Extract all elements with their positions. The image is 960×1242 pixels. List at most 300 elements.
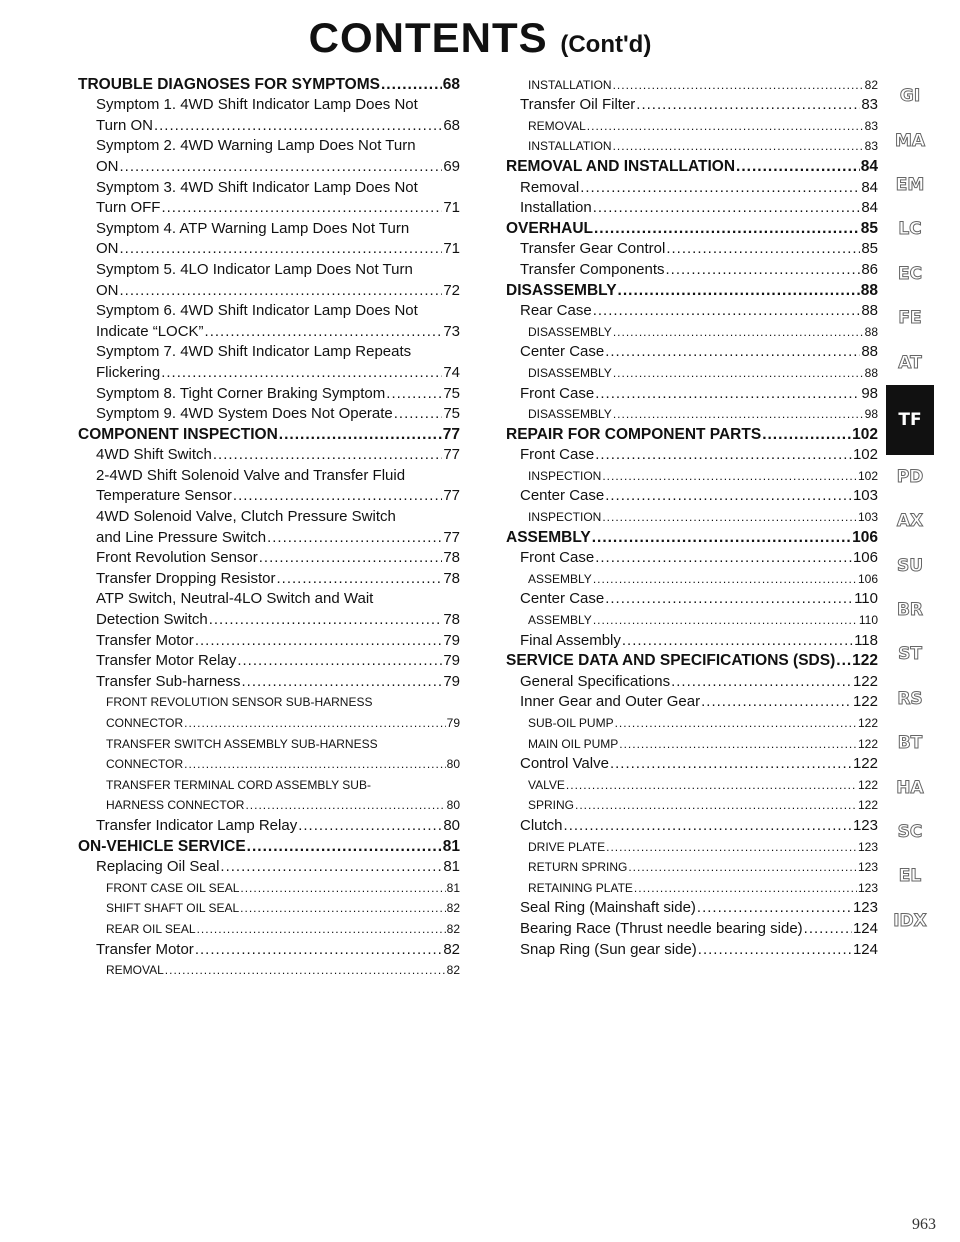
dot-leader bbox=[394, 404, 443, 424]
toc-entry-title: ON bbox=[96, 281, 119, 299]
dot-leader bbox=[165, 960, 446, 980]
toc-entry[interactable] bbox=[78, 877, 460, 898]
toc-entry-page: 110 bbox=[854, 590, 878, 608]
toc-entry-title: TRANSFER SWITCH ASSEMBLY SUB-HARNESS bbox=[106, 736, 378, 751]
dot-leader bbox=[634, 878, 857, 898]
toc-entry[interactable] bbox=[506, 918, 878, 939]
toc-entry-title: CONNECTOR bbox=[106, 716, 184, 730]
toc-entry[interactable] bbox=[78, 960, 460, 981]
toc-entry[interactable] bbox=[78, 795, 460, 816]
toc-entry[interactable] bbox=[78, 218, 460, 239]
toc-entry-page: 88 bbox=[861, 343, 878, 361]
toc-entry[interactable] bbox=[506, 527, 878, 548]
toc-entry-page: 84 bbox=[860, 157, 878, 175]
toc-entry[interactable] bbox=[506, 362, 878, 383]
toc-entry-page: 118 bbox=[854, 631, 878, 649]
toc-entry-page: 81 bbox=[446, 880, 460, 895]
dot-leader bbox=[237, 651, 442, 671]
section-tab-ec[interactable]: EC bbox=[897, 263, 923, 284]
toc-entry[interactable] bbox=[78, 651, 460, 672]
toc-entry-page: 84 bbox=[861, 178, 878, 196]
toc-entry[interactable] bbox=[78, 424, 460, 445]
toc-entry-page: 102 bbox=[852, 446, 878, 464]
dot-leader bbox=[613, 322, 864, 342]
toc-entry-title: Front Case bbox=[520, 384, 595, 402]
toc-entry[interactable] bbox=[78, 383, 460, 404]
toc-entry-title: Symptom 7. 4WD Shift Indicator Lamp Repeats bbox=[96, 343, 412, 361]
toc-entry[interactable] bbox=[506, 939, 878, 960]
toc-entry-title: 4WD Solenoid Valve, Clutch Pressure Switch bbox=[96, 508, 396, 526]
dot-leader bbox=[605, 342, 860, 362]
dot-leader bbox=[593, 301, 861, 321]
toc-entry[interactable] bbox=[506, 136, 878, 157]
toc-entry[interactable] bbox=[78, 733, 460, 754]
toc-entry-title: VALVE bbox=[528, 777, 565, 792]
toc-entry-page: 81 bbox=[443, 858, 460, 876]
toc-entry-title: Rear Case bbox=[520, 302, 592, 320]
section-tab-gi[interactable]: GI bbox=[899, 86, 921, 107]
toc-entry-page: 71 bbox=[443, 199, 460, 217]
dot-leader bbox=[233, 486, 442, 506]
section-tab-ha[interactable]: HA bbox=[896, 777, 924, 798]
toc-entry-title: ASSEMBLY bbox=[528, 613, 592, 628]
toc-entry-title: Symptom 5. 4LO Indicator Lamp Does Not Turn bbox=[96, 260, 413, 278]
toc-entry-page: 79 bbox=[446, 716, 460, 730]
toc-entry[interactable] bbox=[78, 815, 460, 836]
toc-entry[interactable] bbox=[506, 589, 878, 610]
toc-entry-title: FRONT CASE OIL SEAL bbox=[106, 880, 240, 895]
toc-entry-page: 98 bbox=[861, 384, 878, 402]
toc-entry-title: Transfer Motor bbox=[96, 631, 194, 649]
toc-entry-page: 83 bbox=[861, 96, 878, 114]
toc-entry-title: DISASSEMBLY bbox=[506, 281, 617, 299]
toc-entry-title: 4WD Shift Switch bbox=[96, 446, 212, 464]
toc-entry[interactable] bbox=[78, 156, 460, 177]
toc-entry-title: Inner Gear and Outer Gear bbox=[520, 693, 701, 711]
toc-entry[interactable] bbox=[78, 259, 460, 280]
dot-leader bbox=[213, 445, 442, 465]
dot-leader bbox=[595, 548, 852, 568]
toc-entry-title: Center Case bbox=[520, 590, 605, 608]
dot-leader bbox=[595, 445, 852, 465]
toc-entry-title: Symptom 9. 4WD System Does Not Operate bbox=[96, 405, 393, 423]
toc-entry-title: 2-4WD Shift Solenoid Valve and Transfer Fluid bbox=[96, 466, 406, 484]
dot-leader bbox=[606, 837, 857, 857]
toc-entry[interactable] bbox=[78, 939, 460, 960]
toc-entry-title: INSPECTION bbox=[528, 468, 602, 483]
toc-entry-title: and Line Pressure Switch bbox=[96, 528, 267, 546]
toc-entry-page: 81 bbox=[442, 837, 460, 855]
section-tab-rs[interactable]: RS bbox=[897, 688, 923, 709]
toc-entry[interactable] bbox=[78, 486, 460, 507]
toc-entry-page: 71 bbox=[443, 240, 460, 258]
dot-leader bbox=[804, 919, 852, 939]
dot-leader bbox=[697, 898, 852, 918]
toc-entry[interactable] bbox=[78, 774, 460, 795]
toc-entry-title: Removal bbox=[520, 178, 580, 196]
toc-entry[interactable] bbox=[506, 177, 878, 198]
toc-entry-title: Symptom 4. ATP Warning Lamp Does Not Turn bbox=[96, 219, 410, 237]
toc-entry-page: 88 bbox=[860, 281, 878, 299]
toc-entry-title: ASSEMBLY bbox=[506, 528, 591, 546]
dot-leader bbox=[762, 425, 851, 445]
dot-leader bbox=[277, 569, 443, 589]
toc-entry-title: SUB-OIL PUMP bbox=[528, 716, 614, 730]
toc-entry[interactable] bbox=[506, 74, 878, 95]
toc-entry[interactable] bbox=[78, 465, 460, 486]
title-subtitle: (Cont'd) bbox=[560, 31, 652, 58]
toc-entry[interactable] bbox=[506, 301, 878, 322]
toc-entry[interactable] bbox=[78, 177, 460, 198]
dot-leader bbox=[259, 548, 443, 568]
toc-entry-page: 122 bbox=[852, 652, 878, 670]
toc-entry-title: Transfer Indicator Lamp Relay bbox=[96, 816, 298, 834]
dot-leader bbox=[613, 136, 864, 156]
dot-leader bbox=[154, 116, 442, 136]
toc-entry-page: 80 bbox=[446, 798, 460, 813]
toc-entry-title: REPAIR FOR COMPONENT PARTS bbox=[506, 425, 762, 443]
dot-leader bbox=[161, 363, 442, 383]
toc-entry-title: ON bbox=[96, 240, 119, 258]
toc-entry[interactable] bbox=[78, 506, 460, 527]
toc-entry-title: Turn ON bbox=[96, 116, 153, 134]
dot-leader bbox=[602, 507, 857, 527]
toc-entry[interactable] bbox=[78, 198, 460, 219]
toc-entry-page: 122 bbox=[852, 672, 878, 690]
toc-entry-page: 83 bbox=[864, 118, 878, 133]
toc-entry-title: Front Case bbox=[520, 549, 595, 567]
dot-leader bbox=[209, 610, 443, 630]
section-tab-sc[interactable]: SC bbox=[897, 822, 923, 843]
toc-entry[interactable] bbox=[506, 383, 878, 404]
toc-entry[interactable] bbox=[78, 321, 460, 342]
toc-entry[interactable] bbox=[506, 671, 878, 692]
toc-entry-title: Control Valve bbox=[520, 755, 609, 773]
toc-entry-page: 123 bbox=[857, 860, 878, 875]
dot-leader bbox=[610, 754, 852, 774]
toc-entry[interactable] bbox=[506, 239, 878, 260]
toc-entry[interactable] bbox=[506, 754, 878, 775]
toc-entry-title: Turn OFF bbox=[96, 199, 161, 217]
toc-entry-title: Clutch bbox=[520, 816, 563, 834]
dot-leader bbox=[619, 734, 857, 754]
toc-entry[interactable] bbox=[506, 404, 878, 425]
section-tab-ax[interactable]: AX bbox=[896, 511, 924, 532]
toc-entry-page: 82 bbox=[443, 940, 460, 958]
dot-leader bbox=[605, 589, 853, 609]
toc-entry-page: 82 bbox=[446, 901, 460, 916]
toc-entry[interactable] bbox=[506, 424, 878, 445]
toc-entry-page: 74 bbox=[443, 363, 460, 381]
toc-entry-title: Bearing Race (Thrust needle bearing side) bbox=[520, 919, 803, 937]
dot-leader bbox=[613, 404, 864, 424]
toc-entry-page: 102 bbox=[857, 468, 878, 483]
toc-entry[interactable] bbox=[506, 651, 878, 672]
toc-entry-title: SERVICE DATA AND SPECIFICATIONS (SDS) bbox=[506, 652, 836, 670]
toc-entry-title: Snap Ring (Sun gear side) bbox=[520, 940, 697, 958]
toc-entry[interactable] bbox=[78, 609, 460, 630]
section-tab-ma[interactable]: MA bbox=[894, 130, 926, 151]
toc-entry-title: Front Case bbox=[520, 446, 595, 464]
toc-entry-page: 123 bbox=[852, 899, 878, 917]
toc-entry-page: 72 bbox=[443, 281, 460, 299]
dot-leader bbox=[593, 198, 861, 218]
toc-entry-title: Transfer Motor bbox=[96, 940, 194, 958]
toc-entry-title: SHIFT SHAFT OIL SEAL bbox=[106, 901, 240, 916]
toc-entry-title: TROUBLE DIAGNOSES FOR SYMPTOMS bbox=[78, 75, 380, 93]
toc-entry-title: MAIN OIL PUMP bbox=[528, 736, 619, 751]
dot-leader bbox=[120, 281, 443, 301]
section-tab-bt[interactable]: BT bbox=[897, 733, 923, 754]
toc-entry-title: CONNECTOR bbox=[106, 757, 184, 772]
title-text: CONTENTS bbox=[308, 14, 548, 61]
dot-leader bbox=[593, 610, 858, 630]
toc-entry-page: 82 bbox=[446, 921, 460, 936]
dot-leader bbox=[298, 816, 442, 836]
toc-entry[interactable] bbox=[78, 671, 460, 692]
dot-leader bbox=[195, 940, 443, 960]
dot-leader bbox=[605, 486, 852, 506]
dot-leader bbox=[836, 651, 851, 671]
toc-entry-page: 124 bbox=[852, 919, 878, 937]
toc-entry[interactable] bbox=[506, 815, 878, 836]
toc-entry-title: DISASSEMBLY bbox=[528, 407, 612, 422]
toc-entry[interactable] bbox=[506, 774, 878, 795]
toc-entry[interactable] bbox=[506, 692, 878, 713]
toc-entry[interactable] bbox=[506, 795, 878, 816]
toc-entry-page: 85 bbox=[860, 219, 878, 237]
toc-entry[interactable] bbox=[506, 630, 878, 651]
toc-entry[interactable] bbox=[78, 589, 460, 610]
toc-entry[interactable] bbox=[506, 321, 878, 342]
toc-entry-title: SPRING bbox=[528, 798, 575, 813]
dot-leader bbox=[564, 816, 852, 836]
toc-entry-page: 77 bbox=[443, 446, 460, 464]
toc-entry[interactable] bbox=[78, 280, 460, 301]
dot-leader bbox=[197, 919, 446, 939]
toc-entry-title: Front Revolution Sensor bbox=[96, 549, 258, 567]
toc-entry-page: 79 bbox=[443, 652, 460, 670]
dot-leader bbox=[613, 363, 864, 383]
dot-leader bbox=[184, 754, 446, 774]
dot-leader bbox=[594, 219, 860, 239]
toc-entry-title: TRANSFER TERMINAL CORD ASSEMBLY SUB- bbox=[106, 777, 371, 792]
toc-entry-title: INSTALLATION bbox=[528, 77, 612, 92]
dot-leader bbox=[593, 569, 857, 589]
toc-entry-title: COMPONENT INSPECTION bbox=[78, 425, 278, 443]
toc-entry-page: 106 bbox=[857, 571, 878, 586]
toc-entry-page: 122 bbox=[852, 693, 878, 711]
toc-entry-title: Final Assembly bbox=[520, 631, 621, 649]
toc-entry[interactable] bbox=[78, 74, 460, 95]
toc-entry[interactable] bbox=[78, 527, 460, 548]
dot-leader bbox=[161, 198, 442, 218]
toc-entry-title: HARNESS CONNECTOR bbox=[106, 798, 245, 813]
toc-entry-page: 84 bbox=[861, 199, 878, 217]
dot-leader bbox=[613, 75, 864, 95]
toc-entry-title: DRIVE PLATE bbox=[528, 839, 606, 854]
toc-entry[interactable] bbox=[506, 877, 878, 898]
toc-entry-page: 78 bbox=[443, 611, 460, 629]
toc-entry[interactable] bbox=[78, 115, 460, 136]
toc-entry[interactable] bbox=[78, 630, 460, 651]
toc-entry[interactable] bbox=[78, 568, 460, 589]
toc-entry-title: General Specifications bbox=[520, 672, 671, 690]
toc-entry-title: INSPECTION bbox=[528, 510, 602, 525]
toc-entry[interactable] bbox=[506, 218, 878, 239]
toc-entry-page: 122 bbox=[857, 777, 878, 792]
dot-leader bbox=[595, 384, 860, 404]
section-tab-em[interactable]: EM bbox=[895, 174, 925, 195]
toc-entry-page: 122 bbox=[857, 716, 878, 730]
toc-entry[interactable] bbox=[78, 918, 460, 939]
dot-leader bbox=[566, 775, 857, 795]
section-tab-br[interactable]: BR bbox=[896, 600, 924, 621]
section-tabs bbox=[886, 74, 934, 943]
toc-entry-title: DISASSEMBLY bbox=[528, 324, 612, 339]
toc-entry-page: 77 bbox=[443, 487, 460, 505]
toc-entry[interactable] bbox=[506, 259, 878, 280]
toc-entry-title: Indicate “LOCK” bbox=[96, 322, 204, 340]
toc-entry-title: Seal Ring (Mainshaft side) bbox=[520, 899, 696, 917]
toc-entry-page: 83 bbox=[864, 139, 878, 154]
dot-leader bbox=[195, 631, 443, 651]
dot-leader bbox=[381, 75, 442, 95]
toc-entry-title: ON-VEHICLE SERVICE bbox=[78, 837, 246, 855]
toc-entry-page: 106 bbox=[852, 549, 878, 567]
toc-entry[interactable] bbox=[506, 342, 878, 363]
toc-entry-page: 82 bbox=[864, 77, 878, 92]
toc-entry-title: FRONT REVOLUTION SENSOR SUB-HARNESS bbox=[106, 695, 373, 710]
toc-entry-page: 123 bbox=[857, 880, 878, 895]
toc-entry-page: 78 bbox=[443, 569, 460, 587]
toc-entry[interactable] bbox=[78, 692, 460, 713]
toc-entry[interactable] bbox=[78, 836, 460, 857]
toc-entry-title: RETAINING PLATE bbox=[528, 880, 633, 895]
toc-entry[interactable] bbox=[506, 465, 878, 486]
dot-leader bbox=[666, 260, 861, 280]
toc-entry[interactable] bbox=[78, 136, 460, 157]
dot-leader bbox=[666, 239, 860, 259]
toc-entry[interactable] bbox=[506, 898, 878, 919]
toc-entry-page: 122 bbox=[852, 755, 878, 773]
toc-entry-title: Detection Switch bbox=[96, 611, 208, 629]
toc-entry[interactable] bbox=[78, 362, 460, 383]
dot-leader bbox=[618, 281, 860, 301]
page-title bbox=[0, 14, 960, 69]
section-tab-tf[interactable]: TF bbox=[886, 385, 934, 455]
toc-entry[interactable] bbox=[78, 857, 460, 878]
toc-entry-title: Replacing Oil Seal bbox=[96, 858, 220, 876]
page-number: 963 bbox=[912, 1216, 936, 1233]
dot-leader bbox=[267, 528, 442, 548]
toc-entry-page: 73 bbox=[443, 322, 460, 340]
toc-entry[interactable] bbox=[78, 445, 460, 466]
dot-leader bbox=[247, 837, 442, 857]
toc-entry[interactable] bbox=[78, 754, 460, 775]
toc-entry-page: 106 bbox=[852, 528, 878, 546]
toc-entry-page: 88 bbox=[864, 324, 878, 339]
toc-entry-title: ON bbox=[96, 157, 119, 175]
toc-entry[interactable] bbox=[506, 280, 878, 301]
toc-entry-title: Symptom 2. 4WD Warning Lamp Does Not Turn bbox=[96, 137, 416, 155]
toc-entry[interactable] bbox=[78, 712, 460, 733]
toc-entry[interactable] bbox=[506, 733, 878, 754]
toc-entry[interactable] bbox=[506, 115, 878, 136]
toc-entry[interactable] bbox=[78, 898, 460, 919]
toc-entry[interactable] bbox=[506, 568, 878, 589]
toc-entry-page: 80 bbox=[443, 816, 460, 834]
toc-entry-page: 124 bbox=[852, 940, 878, 958]
section-tab-at[interactable]: AT bbox=[898, 352, 922, 373]
toc-entry[interactable] bbox=[506, 198, 878, 219]
toc-entry-page: 77 bbox=[443, 528, 460, 546]
toc-entry-page: 102 bbox=[852, 425, 878, 443]
toc-entry-title: Transfer Oil Filter bbox=[520, 96, 636, 114]
toc-entry-title: Transfer Gear Control bbox=[520, 240, 666, 258]
toc-entry[interactable] bbox=[78, 239, 460, 260]
section-tab-idx[interactable]: IDX bbox=[893, 910, 927, 931]
toc-entry[interactable] bbox=[78, 342, 460, 363]
section-tab-st[interactable]: ST bbox=[898, 644, 922, 665]
toc-entry[interactable] bbox=[506, 857, 878, 878]
toc-entry-page: 77 bbox=[442, 425, 460, 443]
toc-entry-title: REMOVAL bbox=[528, 118, 586, 133]
toc-entry-page: 78 bbox=[443, 549, 460, 567]
toc-entry[interactable] bbox=[506, 548, 878, 569]
toc-entry-title: Symptom 3. 4WD Shift Indicator Lamp Does Not bbox=[96, 178, 418, 196]
toc-entry[interactable] bbox=[506, 506, 878, 527]
dot-leader bbox=[242, 672, 443, 692]
toc-entry[interactable] bbox=[78, 95, 460, 116]
dot-leader bbox=[636, 95, 860, 115]
toc-entry-page: 86 bbox=[861, 260, 878, 278]
toc-entry[interactable] bbox=[78, 301, 460, 322]
toc-entry[interactable] bbox=[506, 836, 878, 857]
toc-entry-page: 110 bbox=[858, 613, 878, 628]
section-tab-fe[interactable]: FE bbox=[898, 308, 922, 329]
toc-entry-page: 69 bbox=[443, 157, 460, 175]
dot-leader bbox=[575, 795, 857, 815]
dot-leader bbox=[628, 857, 857, 877]
toc-entry-page: 82 bbox=[446, 963, 460, 978]
toc-entry[interactable] bbox=[506, 156, 878, 177]
section-tab-su[interactable]: SU bbox=[896, 555, 924, 576]
toc-entry[interactable] bbox=[506, 609, 878, 630]
section-tab-lc[interactable]: LC bbox=[898, 219, 922, 240]
toc-entry-title: Symptom 8. Tight Corner Braking Symptom bbox=[96, 384, 386, 402]
dot-leader bbox=[698, 940, 852, 960]
toc-entry-title: Transfer Components bbox=[520, 260, 665, 278]
toc-entry[interactable] bbox=[506, 486, 878, 507]
toc-entry-page: 68 bbox=[442, 75, 460, 93]
toc-entry[interactable] bbox=[506, 445, 878, 466]
dot-leader bbox=[602, 466, 857, 486]
dot-leader bbox=[615, 713, 857, 733]
toc-entry-page: 88 bbox=[864, 365, 878, 380]
dot-leader bbox=[587, 116, 864, 136]
toc-entry-page: 88 bbox=[861, 302, 878, 320]
section-tab-pd[interactable]: PD bbox=[896, 466, 924, 487]
toc-entry[interactable] bbox=[506, 95, 878, 116]
dot-leader bbox=[736, 157, 860, 177]
section-tab-el[interactable]: EL bbox=[898, 866, 922, 887]
toc-entry-page: 75 bbox=[443, 384, 460, 402]
toc-entry[interactable] bbox=[506, 712, 878, 733]
toc-entry[interactable] bbox=[78, 548, 460, 569]
dot-leader bbox=[580, 178, 860, 198]
toc-entry[interactable] bbox=[78, 404, 460, 425]
